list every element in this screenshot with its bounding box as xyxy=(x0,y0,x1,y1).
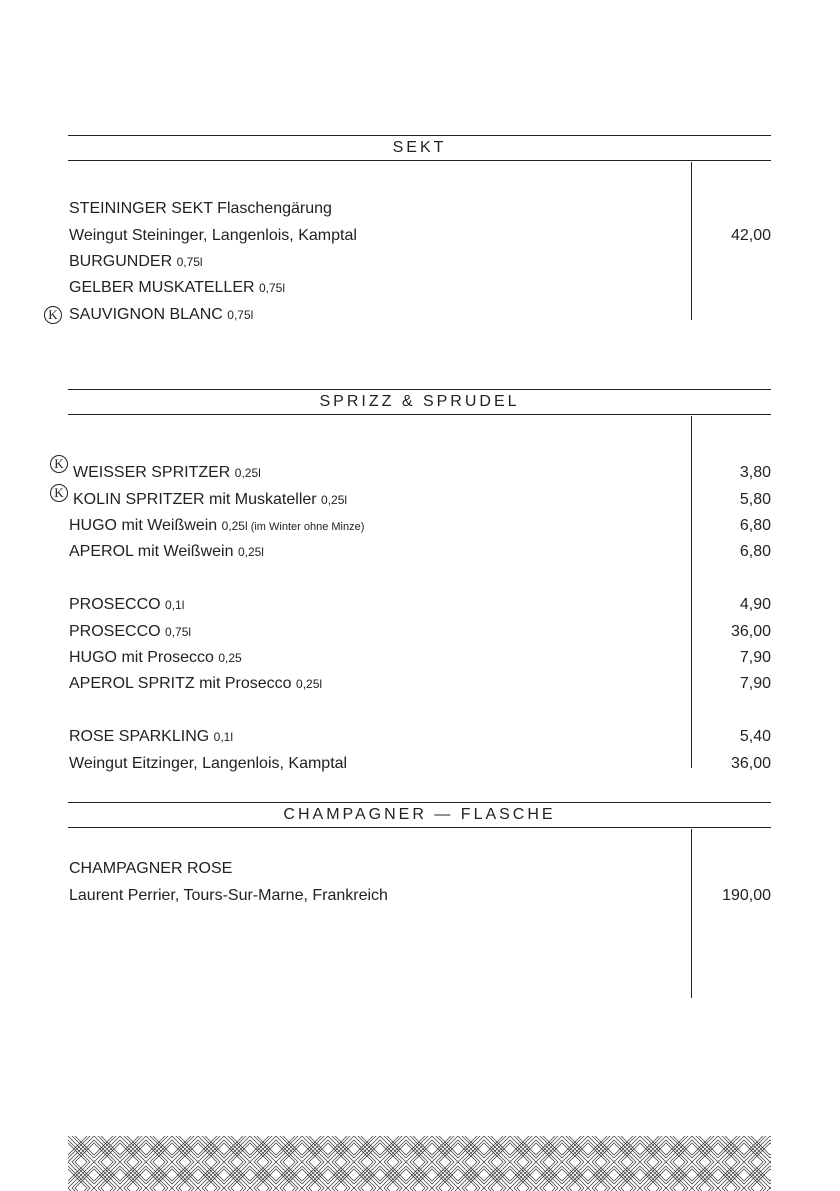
item-label xyxy=(69,251,203,273)
menu-item-burgunder xyxy=(0,251,771,273)
item-note: (im Winter ohne Minze) xyxy=(247,521,365,533)
item-name: APEROL mit Weißwein xyxy=(69,543,238,560)
item-name: Weingut Steininger, Langenlois, Kamptal xyxy=(69,227,357,244)
k-circle-icon: K xyxy=(50,484,68,502)
item-label xyxy=(69,277,285,299)
section-title-sprizz xyxy=(68,389,771,415)
item-name: STEININGER SEKT Flaschengärung xyxy=(69,200,332,217)
menu-item-eitzinger-winery xyxy=(0,753,771,775)
item-name: WEISSER SPRITZER xyxy=(73,464,235,481)
menu-item-weisser-spritzer xyxy=(0,462,771,484)
section-title-text: CHAMPAGNER — FLASCHE xyxy=(283,806,556,823)
item-name: APEROL SPRITZ mit Prosecco xyxy=(69,675,297,692)
k-circle-icon: K xyxy=(44,306,62,324)
item-name: CHAMPAGNER ROSE xyxy=(69,860,233,877)
menu-item-rose-sparkling xyxy=(0,726,771,748)
item-label xyxy=(69,621,191,643)
item-label xyxy=(69,515,364,538)
item-size: 0,25l xyxy=(234,466,261,480)
item-price: 7,90 xyxy=(739,649,771,666)
item-label xyxy=(73,462,261,484)
menu-item-laurent-perrier xyxy=(0,885,771,907)
menu-item-steininger-winery xyxy=(0,225,771,247)
item-price: 6,80 xyxy=(739,543,771,560)
k-circle-icon: K xyxy=(50,455,68,473)
item-label xyxy=(69,673,322,695)
section-title-sekt xyxy=(68,135,771,161)
menu-item-steininger-sekt xyxy=(0,198,771,220)
item-size: 0,75l xyxy=(227,308,254,322)
section-title-champagner xyxy=(68,802,771,828)
item-price: 42,00 xyxy=(730,227,771,244)
item-name: BURGUNDER xyxy=(69,253,177,270)
item-price: 190,00 xyxy=(722,887,771,904)
item-price: 5,40 xyxy=(739,728,771,745)
menu-item-prosecco-bottle xyxy=(0,621,771,643)
menu-item-aperol-spritz xyxy=(0,673,771,695)
item-price: 36,00 xyxy=(730,623,771,640)
item-size: 0,1l xyxy=(165,598,185,612)
item-name: Weingut Eitzinger, Langenlois, Kamptal xyxy=(69,755,348,772)
section-title-text: SEKT xyxy=(392,139,447,156)
item-size: 0,25 xyxy=(218,651,242,665)
item-name: SAUVIGNON BLANC xyxy=(69,306,228,323)
item-size: 0,75l xyxy=(258,281,286,295)
item-name: PROSECCO xyxy=(69,596,166,613)
section-title-text: SPRIZZ & SPRUDEL xyxy=(319,393,520,410)
crosshatch-pattern-decoration xyxy=(68,1136,771,1191)
item-price: 7,90 xyxy=(739,675,771,692)
item-size: 0,25l xyxy=(296,677,323,691)
item-price: 5,80 xyxy=(739,491,771,508)
item-label xyxy=(69,594,184,616)
item-label xyxy=(69,541,264,563)
item-price: 36,00 xyxy=(730,755,771,772)
item-size: 0,1l xyxy=(213,730,233,744)
menu-item-sauvignon-blanc xyxy=(0,304,771,326)
item-name: HUGO mit Weißwein xyxy=(69,517,222,534)
item-name: KOLIN SPRITZER mit Muskateller xyxy=(73,491,322,508)
item-size: 0,25l xyxy=(237,545,264,559)
item-size: 0,25l xyxy=(321,493,348,507)
item-price: 4,90 xyxy=(739,596,771,613)
menu-item-hugo-weisswein xyxy=(0,515,771,537)
menu-item-prosecco-glass xyxy=(0,594,771,616)
item-name: ROSE SPARKLING xyxy=(69,728,214,745)
item-label xyxy=(73,489,347,511)
menu-item-kolin-spritzer xyxy=(0,489,771,511)
item-label xyxy=(69,726,233,748)
item-name: PROSECCO xyxy=(69,623,166,640)
item-name: HUGO mit Prosecco xyxy=(69,649,219,666)
item-size: 0,75l xyxy=(176,255,203,269)
item-price: 3,80 xyxy=(739,464,771,481)
menu-item-hugo-prosecco xyxy=(0,647,771,669)
item-label xyxy=(69,647,242,669)
item-label xyxy=(69,304,253,326)
menu-item-aperol-weisswein xyxy=(0,541,771,563)
item-price: 6,80 xyxy=(739,517,771,534)
item-size: 0,25l xyxy=(221,519,248,533)
item-size: 0,75l xyxy=(165,625,192,639)
item-name: Laurent Perrier, Tours-Sur-Marne, Frankreich xyxy=(69,887,388,904)
menu-item-gelber-muskateller xyxy=(0,277,771,299)
item-name: GELBER MUSKATELLER xyxy=(69,279,259,296)
menu-item-champagner-rose xyxy=(0,858,771,880)
price-divider xyxy=(691,829,692,998)
